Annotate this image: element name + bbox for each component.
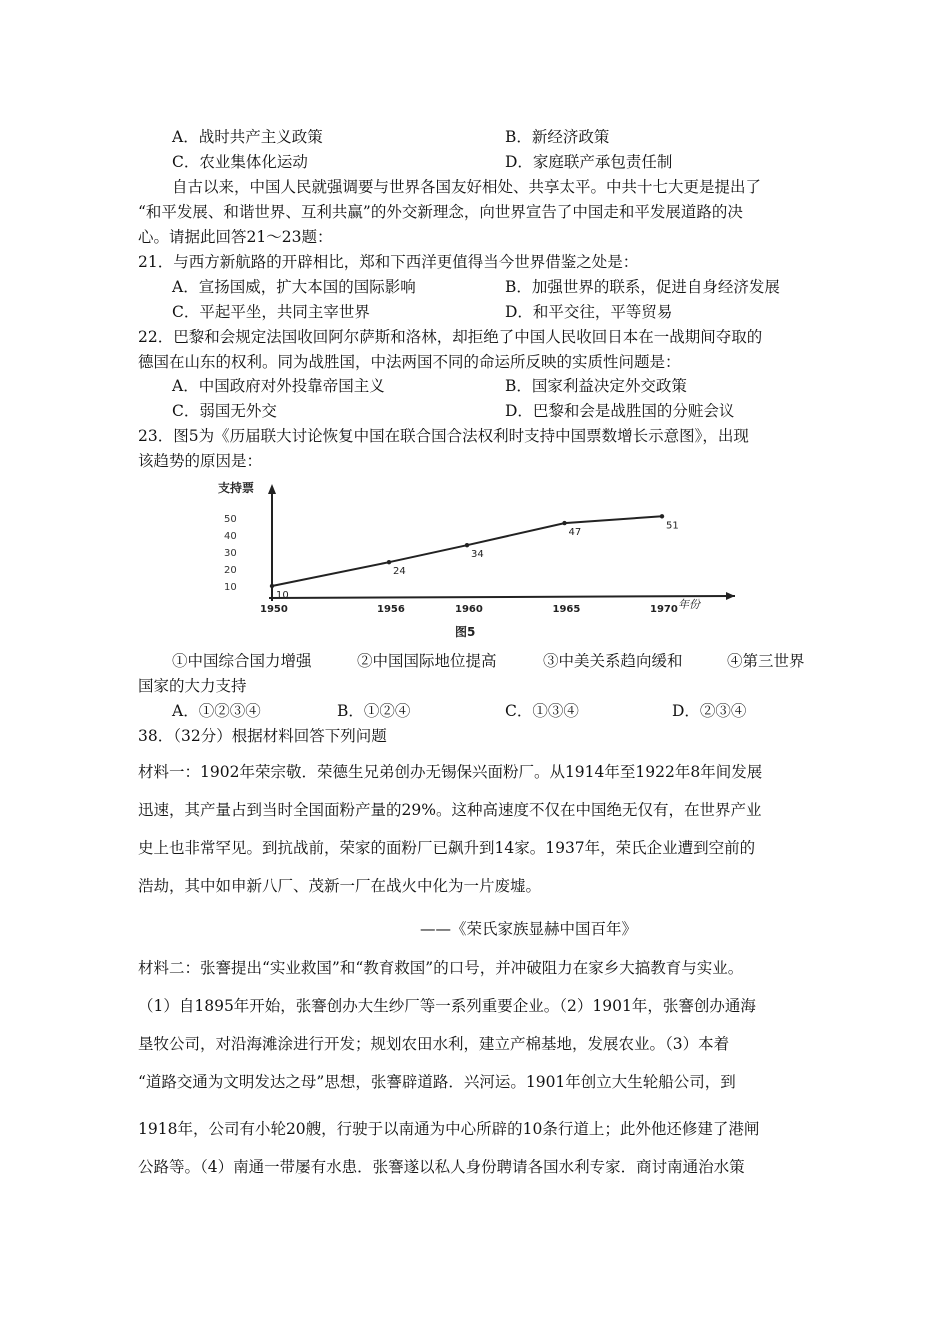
- chart-title: 图5: [455, 625, 476, 639]
- q22-option-d: D．巴黎和会是战胜国的分赃会议: [505, 402, 735, 420]
- q20-option-a: A．战时共产主义政策: [172, 128, 323, 146]
- material2-line-2: （1）自1895年开始，张謇创办大生纱厂等一系列重要企业。（2）1901年，张謇创办通海: [138, 997, 756, 1015]
- data-point: [270, 584, 274, 588]
- q21-option-a: A．宣扬国威，扩大本国的国际影响: [172, 278, 416, 296]
- q23-item-1: ①中国综合国力增强: [172, 652, 312, 670]
- intro-line-2: “和平发展、和谐世界、互利共赢”的外交新理念，向世界宣告了中国走和平发展道路的决: [138, 203, 743, 221]
- q22-option-b: B．国家利益决定外交政策: [505, 377, 687, 395]
- data-label: 24: [393, 566, 406, 578]
- q38-stem: 38．（32分）根据材料回答下列问题: [138, 727, 387, 745]
- data-point: [465, 543, 469, 547]
- x-axis: [269, 596, 735, 598]
- x-tick-label: 1950: [260, 604, 288, 615]
- q23-answer-c: C．①③④: [505, 702, 579, 720]
- x-tick-label: 1956: [377, 604, 405, 615]
- material1-line-1: 材料一：1902年荣宗敬．荣德生兄弟创办无锡保兴面粉厂。从1914年至1922年8年间发展: [138, 763, 763, 781]
- material2-line-1: 材料二：张謇提出“实业救国”和“教育救国”的口号，并冲破阻力在家乡大搞教育与实业。: [138, 959, 744, 977]
- q23-answer-b: B．①②④: [337, 702, 411, 720]
- q23-item-2: ②中国国际地位提高: [357, 652, 497, 670]
- y-tick-label: 10: [224, 582, 237, 593]
- q20-option-b: B．新经济政策: [505, 128, 610, 146]
- q23-answer-d: D．②③④: [672, 702, 747, 720]
- material2-line-3: 垦牧公司，对沿海滩涂进行开发；规划农田水利，建立产棉基地，发展农业。（3）本着: [138, 1035, 730, 1053]
- q22-option-a: A．中国政府对外投靠帝国主义: [172, 377, 385, 395]
- material1-line-3: 史上也非常罕见。到抗战前，荣家的面粉厂已飙升到14家。1937年，荣氏企业遭到空前的: [138, 839, 756, 857]
- q22-option-c: C．弱国无外交: [172, 402, 277, 420]
- data-label: 51: [666, 520, 679, 532]
- material1-line-4: 浩劫，其中如申新八厂、茂新一厂在战火中化为一片废墟。: [138, 877, 542, 895]
- data-label: 34: [471, 549, 484, 561]
- y-tick-label: 20: [224, 565, 237, 576]
- intro-line-1: 自古以来，中国人民就强调要与世界各国友好相处、共享太平。中共十七大更是提出了: [172, 178, 762, 196]
- q22-stem-line-2: 德国在山东的权利。同为战胜国，中法两国不同的命运所反映的实质性问题是：: [138, 353, 681, 371]
- q22-stem-line-1: 22．巴黎和会规定法国收回阿尔萨斯和洛林，却拒绝了中国人民收回日本在一战期间夺取的: [138, 328, 763, 346]
- q23-answer-a: A．①②③④: [172, 702, 261, 720]
- q21-stem: 21．与西方新航路的开辟相比，郑和下西洋更值得当今世界借鉴之处是：: [138, 253, 639, 271]
- material2-line-6: 公路等。（4）南通一带屡有水患．张謇遂以私人身份聘请各国水利专家．商讨南通治水策: [138, 1158, 745, 1176]
- q23-item-3: ③中美关系趋向缓和: [543, 652, 683, 670]
- q21-option-c: C．平起平坐，共同主宰世界: [172, 303, 370, 321]
- data-point: [387, 560, 391, 564]
- x-axis-arrow: [726, 592, 735, 600]
- x-tick-label: 1965: [552, 604, 581, 615]
- q23-item-4-cont: 国家的大力支持: [138, 677, 247, 695]
- q23-stem-line-1: 23．图5为《历届联大讨论恢复中国在联合国合法权利时支持中国票数增长示意图》，出现: [138, 427, 749, 445]
- y-tick-label: 30: [224, 548, 237, 559]
- q21-option-b: B．加强世界的联系，促进自身经济发展: [505, 278, 780, 296]
- material1-line-2: 迅速，其产量占到当时全国面粉产量的29%。这种高速度不仅在中国绝无仅有，在世界产业: [138, 801, 762, 819]
- material1-source: ——《荣氏家族显赫中国百年》: [420, 920, 638, 938]
- data-label: 10: [276, 590, 289, 601]
- support-votes-chart: [200, 474, 760, 644]
- intro-line-3: 心。请据此回答21～23题：: [138, 228, 333, 246]
- q23-stem-line-2: 该趋势的原因是：: [138, 452, 263, 470]
- data-point: [660, 514, 664, 518]
- material2-line-5: 1918年，公司有小轮20艘，行驶于以南通为中心所辟的10条行道上；此外他还修建了港闸: [138, 1120, 760, 1138]
- y-tick-label: 50: [224, 514, 237, 525]
- data-point: [562, 521, 566, 525]
- q20-option-d: D．家庭联产承包责任制: [505, 153, 673, 171]
- x-axis-label: 年份: [678, 598, 700, 611]
- q21-option-d: D．和平交往，平等贸易: [505, 303, 673, 321]
- x-tick-label: 1960: [455, 604, 483, 615]
- series-line: [272, 516, 662, 586]
- y-axis-arrow: [268, 484, 276, 494]
- data-label: 47: [568, 527, 582, 539]
- y-axis-label: 支持票: [218, 481, 255, 495]
- x-tick-label: 1970: [650, 604, 678, 615]
- q23-item-4: ④第三世界: [727, 652, 805, 670]
- material2-line-4: “道路交通为文明发达之母”思想，张謇辟道路．兴河运。1901年创立大生轮船公司，到: [138, 1073, 736, 1091]
- q20-option-c: C．农业集体化运动: [172, 153, 308, 171]
- y-tick-label: 40: [224, 531, 237, 542]
